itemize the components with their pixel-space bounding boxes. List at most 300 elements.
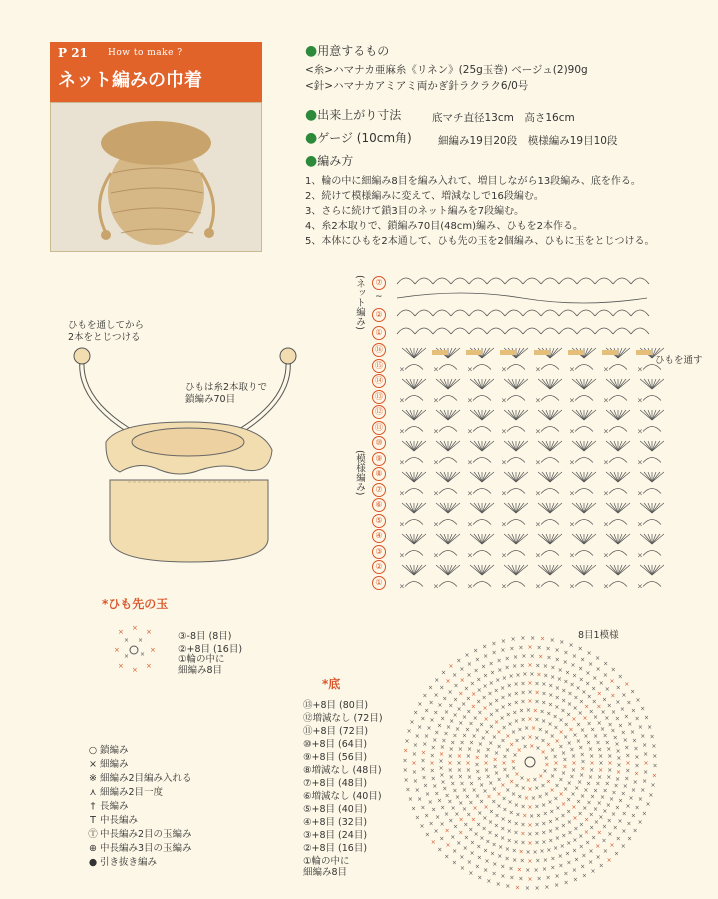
svg-text:×: × bbox=[496, 791, 502, 799]
svg-text:×: × bbox=[577, 645, 583, 653]
svg-text:×: × bbox=[437, 846, 443, 854]
svg-text:×: × bbox=[468, 826, 474, 834]
svg-text:×: × bbox=[505, 711, 511, 719]
svg-text:×: × bbox=[571, 803, 577, 811]
svg-text:×: × bbox=[489, 669, 496, 677]
svg-text:×: × bbox=[559, 842, 565, 850]
svg-text:×: × bbox=[511, 847, 517, 855]
svg-text:×: × bbox=[621, 691, 627, 699]
svg-text:×: × bbox=[452, 671, 458, 679]
symbol-legend bbox=[86, 742, 192, 868]
svg-text:×: × bbox=[445, 842, 451, 850]
svg-text:×: × bbox=[569, 458, 575, 467]
svg-text:×: × bbox=[436, 722, 442, 730]
svg-text:×: × bbox=[452, 823, 459, 831]
svg-text:×: × bbox=[507, 692, 513, 700]
svg-text:×: × bbox=[607, 760, 613, 767]
svg-text:×: × bbox=[486, 793, 492, 801]
svg-text:×: × bbox=[452, 696, 459, 704]
svg-text:×: × bbox=[525, 848, 531, 856]
svg-text:×: × bbox=[562, 763, 568, 771]
svg-text:×: × bbox=[461, 805, 467, 813]
svg-text:×: × bbox=[554, 872, 560, 880]
svg-text:×: × bbox=[575, 738, 581, 746]
svg-text:×: × bbox=[500, 863, 506, 871]
svg-text:×: × bbox=[420, 757, 426, 765]
svg-text:×: × bbox=[593, 732, 599, 740]
svg-text:×: × bbox=[476, 676, 482, 684]
svg-text:×: × bbox=[606, 773, 612, 781]
svg-text:×: × bbox=[527, 644, 533, 651]
svg-text:×: × bbox=[452, 787, 458, 795]
svg-text:×: × bbox=[432, 782, 438, 790]
svg-text:×: × bbox=[578, 821, 584, 829]
svg-text:×: × bbox=[426, 724, 432, 732]
svg-text:×: × bbox=[569, 489, 575, 498]
svg-text:×: × bbox=[596, 829, 602, 837]
svg-text:×: × bbox=[517, 726, 523, 734]
svg-text:×: × bbox=[602, 848, 608, 856]
svg-text:×: × bbox=[502, 766, 508, 774]
svg-text:×: × bbox=[629, 729, 635, 737]
svg-text:×: × bbox=[630, 688, 636, 696]
svg-text:×: × bbox=[482, 787, 488, 795]
method-step: 2、続けて模様編みに変えて、増減なしで16段編む。 bbox=[305, 191, 544, 202]
method-step: 1、輪の中に細編み8目を編み入れて、増目しながら13段編み、底を作る。 bbox=[305, 176, 641, 187]
svg-text:×: × bbox=[433, 489, 439, 498]
svg-text:×: × bbox=[627, 721, 633, 729]
svg-text:×: × bbox=[637, 582, 643, 591]
svg-text:×: × bbox=[553, 724, 559, 732]
row-number: ⑦ bbox=[372, 276, 386, 290]
svg-text:×: × bbox=[585, 839, 591, 847]
svg-text:×: × bbox=[491, 640, 497, 648]
svg-text:×: × bbox=[632, 779, 638, 787]
svg-text:×: × bbox=[535, 458, 541, 467]
svg-text:×: × bbox=[472, 714, 478, 722]
svg-text:×: × bbox=[520, 689, 526, 697]
bottom-row: ⑦+8目 (48目) bbox=[303, 778, 368, 789]
svg-text:×: × bbox=[420, 715, 426, 723]
svg-text:×: × bbox=[438, 765, 444, 773]
svg-text:×: × bbox=[550, 864, 556, 872]
svg-text:×: × bbox=[634, 753, 640, 761]
svg-text:×: × bbox=[598, 680, 604, 688]
svg-text:×: × bbox=[534, 680, 540, 688]
bottom-row: ⑤+8目 (40目) bbox=[303, 804, 368, 815]
svg-text:×: × bbox=[506, 837, 512, 845]
svg-text:×: × bbox=[550, 747, 556, 754]
svg-text:×: × bbox=[456, 752, 462, 760]
svg-text:×: × bbox=[456, 706, 462, 714]
row-number: ⑧ bbox=[372, 467, 386, 481]
svg-text:×: × bbox=[586, 739, 592, 747]
svg-text:×: × bbox=[582, 805, 588, 813]
svg-text:×: × bbox=[463, 834, 469, 842]
svg-text:×: × bbox=[586, 780, 592, 788]
svg-text:×: × bbox=[477, 741, 483, 749]
svg-text:×: × bbox=[606, 702, 612, 710]
svg-text:×: × bbox=[458, 829, 464, 837]
svg-text:×: × bbox=[482, 643, 488, 651]
svg-text:×: × bbox=[422, 692, 428, 700]
svg-text:×: × bbox=[504, 664, 510, 672]
svg-text:×: × bbox=[561, 832, 567, 840]
svg-text:×: × bbox=[114, 646, 120, 654]
svg-text:×: × bbox=[532, 776, 538, 784]
svg-text:×: × bbox=[507, 720, 513, 728]
svg-text:×: × bbox=[547, 827, 554, 835]
svg-text:×: × bbox=[476, 698, 482, 706]
svg-text:×: × bbox=[509, 741, 515, 749]
svg-text:×: × bbox=[468, 870, 474, 878]
svg-text:×: × bbox=[465, 695, 471, 703]
svg-text:×: × bbox=[558, 791, 564, 799]
svg-text:×: × bbox=[610, 727, 616, 735]
svg-text:×: × bbox=[150, 646, 156, 654]
svg-text:×: × bbox=[547, 818, 554, 826]
svg-text:×: × bbox=[569, 746, 575, 754]
svg-text:×: × bbox=[501, 365, 507, 374]
svg-text:×: × bbox=[558, 728, 564, 736]
svg-text:×: × bbox=[535, 551, 541, 560]
svg-text:×: × bbox=[589, 766, 595, 774]
svg-text:×: × bbox=[403, 747, 409, 755]
svg-text:×: × bbox=[621, 828, 627, 836]
svg-text:×: × bbox=[501, 427, 507, 436]
svg-text:×: × bbox=[487, 818, 493, 826]
bottom-row: ②+8目 (16目) bbox=[303, 843, 368, 854]
svg-text:×: × bbox=[472, 804, 478, 812]
svg-text:×: × bbox=[443, 708, 449, 716]
svg-text:×: × bbox=[575, 685, 581, 693]
svg-text:×: × bbox=[535, 489, 541, 498]
svg-text:×: × bbox=[570, 753, 576, 761]
svg-text:×: × bbox=[633, 770, 639, 778]
bag-illustration bbox=[60, 340, 300, 580]
svg-text:×: × bbox=[603, 458, 609, 467]
svg-text:×: × bbox=[596, 690, 602, 698]
svg-text:×: × bbox=[448, 746, 454, 754]
svg-text:×: × bbox=[541, 820, 547, 828]
svg-text:×: × bbox=[598, 813, 604, 821]
ball-row: ①輪の中に 細編み8目 bbox=[178, 654, 225, 676]
svg-text:×: × bbox=[620, 790, 626, 798]
svg-text:×: × bbox=[500, 737, 506, 745]
svg-text:×: × bbox=[643, 750, 649, 758]
svg-text:×: × bbox=[463, 685, 469, 693]
svg-text:×: × bbox=[545, 645, 551, 653]
svg-text:×: × bbox=[481, 694, 487, 702]
svg-text:×: × bbox=[516, 866, 522, 874]
svg-text:×: × bbox=[454, 810, 460, 818]
svg-text:×: × bbox=[634, 804, 640, 812]
svg-text:×: × bbox=[424, 831, 430, 839]
gauge-value: 細編み19目20段 模様編み19目10段 bbox=[438, 135, 618, 147]
svg-text:×: × bbox=[522, 671, 528, 679]
svg-text:×: × bbox=[628, 795, 634, 803]
product-photo bbox=[50, 102, 262, 252]
svg-text:×: × bbox=[506, 682, 512, 690]
svg-text:×: × bbox=[635, 696, 641, 704]
svg-text:×: × bbox=[578, 744, 584, 752]
svg-text:×: × bbox=[566, 859, 572, 867]
svg-text:×: × bbox=[439, 684, 445, 692]
svg-text:×: × bbox=[458, 720, 464, 727]
legend-item: Ⓣ 中長編み2目の玉編み bbox=[88, 829, 192, 840]
svg-text:×: × bbox=[642, 778, 648, 786]
svg-text:×: × bbox=[493, 687, 499, 695]
svg-text:×: × bbox=[595, 853, 601, 861]
svg-text:×: × bbox=[556, 675, 562, 683]
svg-text:×: × bbox=[547, 799, 553, 807]
svg-text:×: × bbox=[652, 752, 658, 760]
svg-text:×: × bbox=[637, 458, 643, 467]
svg-text:×: × bbox=[560, 812, 566, 820]
svg-text:×: × bbox=[492, 763, 498, 771]
svg-text:×: × bbox=[428, 699, 434, 707]
svg-text:×: × bbox=[484, 753, 490, 761]
svg-text:×: × bbox=[566, 819, 572, 827]
svg-text:×: × bbox=[500, 825, 506, 833]
svg-text:×: × bbox=[505, 732, 511, 740]
svg-text:×: × bbox=[554, 835, 560, 843]
svg-text:×: × bbox=[579, 751, 585, 759]
svg-text:×: × bbox=[520, 821, 526, 829]
svg-text:×: × bbox=[534, 698, 540, 706]
svg-text:×: × bbox=[514, 782, 520, 790]
svg-text:×: × bbox=[571, 716, 577, 724]
svg-text:×: × bbox=[634, 715, 640, 723]
svg-text:×: × bbox=[411, 750, 417, 758]
svg-text:×: × bbox=[552, 713, 558, 721]
svg-text:×: × bbox=[622, 737, 628, 745]
svg-text:×: × bbox=[542, 856, 548, 864]
svg-text:×: × bbox=[444, 792, 450, 800]
svg-text:×: × bbox=[501, 582, 507, 591]
svg-text:×: × bbox=[541, 718, 547, 726]
svg-text:×: × bbox=[569, 551, 575, 560]
svg-text:×: × bbox=[539, 635, 546, 643]
svg-text:×: × bbox=[414, 787, 420, 795]
svg-text:×: × bbox=[624, 775, 630, 783]
svg-text:×: × bbox=[500, 815, 506, 823]
svg-text:×: × bbox=[515, 671, 521, 679]
svg-text:×: × bbox=[424, 812, 430, 820]
svg-text:×: × bbox=[562, 658, 568, 666]
svg-text:×: × bbox=[540, 782, 546, 790]
svg-text:×: × bbox=[518, 707, 524, 715]
bottom-chart bbox=[400, 632, 660, 892]
svg-text:×: × bbox=[529, 671, 535, 679]
svg-text:×: × bbox=[518, 875, 524, 883]
svg-text:×: × bbox=[442, 695, 448, 703]
svg-text:×: × bbox=[481, 825, 487, 833]
svg-text:×: × bbox=[587, 773, 593, 781]
svg-text:×: × bbox=[543, 790, 549, 798]
svg-text:×: × bbox=[554, 684, 560, 692]
svg-text:×: × bbox=[407, 796, 413, 804]
svg-text:×: × bbox=[466, 672, 472, 680]
svg-text:×: × bbox=[578, 676, 584, 684]
svg-text:×: × bbox=[534, 839, 540, 847]
svg-text:×: × bbox=[554, 782, 560, 790]
legend-item: ⊕ 中長編み3目の玉編み bbox=[89, 843, 192, 854]
pattern-header bbox=[50, 42, 262, 102]
svg-text:×: × bbox=[618, 722, 624, 730]
svg-text:×: × bbox=[459, 739, 465, 747]
svg-text:×: × bbox=[612, 734, 618, 742]
svg-text:×: × bbox=[559, 639, 565, 647]
svg-text:×: × bbox=[527, 840, 533, 847]
svg-text:×: × bbox=[520, 635, 526, 643]
svg-text:×: × bbox=[538, 773, 544, 781]
svg-text:×: × bbox=[524, 794, 530, 802]
svg-text:×: × bbox=[530, 794, 536, 802]
row-number: ⑭ bbox=[372, 374, 386, 388]
svg-text:×: × bbox=[510, 758, 516, 766]
svg-text:×: × bbox=[595, 666, 601, 674]
svg-text:×: × bbox=[538, 653, 544, 661]
svg-text:×: × bbox=[637, 520, 643, 529]
svg-text:×: × bbox=[399, 551, 405, 560]
svg-text:×: × bbox=[566, 796, 572, 804]
how-to-label: How to make ? bbox=[108, 48, 183, 58]
svg-text:×: × bbox=[456, 657, 462, 665]
svg-text:×: × bbox=[554, 694, 560, 702]
svg-text:×: × bbox=[435, 813, 441, 821]
svg-text:×: × bbox=[509, 874, 515, 882]
svg-text:×: × bbox=[476, 843, 482, 851]
svg-text:×: × bbox=[470, 703, 476, 711]
svg-text:×: × bbox=[433, 396, 439, 405]
svg-text:×: × bbox=[140, 651, 146, 658]
row-number: ⑫ bbox=[372, 405, 386, 419]
svg-text:×: × bbox=[615, 775, 621, 783]
svg-text:×: × bbox=[554, 882, 560, 890]
svg-text:×: × bbox=[482, 683, 488, 691]
svg-text:×: × bbox=[590, 793, 596, 801]
svg-text:×: × bbox=[458, 800, 464, 807]
svg-text:×: × bbox=[406, 728, 412, 736]
svg-text:×: × bbox=[513, 801, 519, 809]
svg-text:×: × bbox=[541, 838, 547, 846]
svg-text:×: × bbox=[448, 663, 454, 671]
svg-text:×: × bbox=[417, 724, 423, 732]
row-number: ⑦ bbox=[372, 483, 386, 497]
svg-text:×: × bbox=[497, 666, 503, 674]
svg-text:×: × bbox=[402, 757, 408, 765]
svg-text:×: × bbox=[542, 810, 548, 818]
svg-text:×: × bbox=[581, 852, 587, 860]
svg-text:×: × bbox=[562, 756, 568, 764]
svg-text:×: × bbox=[602, 671, 608, 679]
svg-text:×: × bbox=[553, 845, 559, 853]
svg-text:×: × bbox=[570, 790, 576, 798]
svg-text:×: × bbox=[468, 799, 474, 807]
svg-text:×: × bbox=[505, 787, 511, 795]
svg-text:×: × bbox=[527, 804, 533, 811]
row-number: ⑯ bbox=[372, 343, 386, 357]
svg-text:×: × bbox=[404, 737, 410, 745]
svg-text:×: × bbox=[567, 829, 573, 837]
svg-text:×: × bbox=[563, 721, 569, 729]
svg-text:×: × bbox=[558, 716, 564, 724]
svg-text:×: × bbox=[467, 427, 473, 436]
svg-text:×: × bbox=[434, 790, 440, 798]
svg-text:×: × bbox=[563, 734, 569, 742]
svg-text:×: × bbox=[470, 816, 476, 824]
svg-text:×: × bbox=[578, 698, 584, 706]
svg-text:×: × bbox=[484, 766, 490, 774]
svg-text:×: × bbox=[450, 739, 456, 747]
svg-text:×: × bbox=[577, 778, 583, 786]
svg-text:×: × bbox=[507, 701, 513, 709]
svg-text:×: × bbox=[124, 653, 130, 660]
svg-text:×: × bbox=[553, 760, 559, 767]
svg-text:×: × bbox=[618, 797, 624, 805]
svg-text:×: × bbox=[477, 810, 483, 818]
svg-text:×: × bbox=[420, 804, 426, 812]
svg-text:×: × bbox=[495, 880, 501, 888]
svg-text:×: × bbox=[419, 823, 425, 831]
svg-text:×: × bbox=[496, 657, 502, 665]
svg-text:×: × bbox=[567, 690, 573, 698]
svg-text:×: × bbox=[606, 856, 612, 864]
svg-text:×: × bbox=[507, 818, 513, 826]
svg-text:×: × bbox=[583, 733, 589, 741]
svg-text:×: × bbox=[491, 870, 497, 878]
svg-text:×: × bbox=[647, 723, 653, 731]
svg-text:×: × bbox=[591, 685, 597, 693]
svg-text:×: × bbox=[605, 802, 611, 810]
svg-text:×: × bbox=[535, 520, 541, 529]
svg-text:×: × bbox=[513, 820, 519, 828]
svg-text:×: × bbox=[465, 760, 471, 767]
svg-text:×: × bbox=[591, 834, 597, 842]
svg-text:×: × bbox=[399, 520, 405, 529]
svg-text:×: × bbox=[606, 746, 612, 754]
svg-text:×: × bbox=[468, 780, 475, 788]
svg-text:×: × bbox=[603, 427, 609, 436]
svg-text:×: × bbox=[512, 709, 518, 717]
svg-text:×: × bbox=[535, 857, 541, 865]
svg-text:×: × bbox=[640, 705, 646, 713]
svg-text:×: × bbox=[448, 773, 454, 781]
svg-text:×: × bbox=[554, 656, 560, 664]
svg-text:×: × bbox=[456, 839, 462, 847]
svg-text:×: × bbox=[465, 753, 471, 761]
svg-text:×: × bbox=[550, 773, 556, 780]
svg-text:×: × bbox=[422, 782, 428, 790]
svg-text:×: × bbox=[520, 698, 526, 706]
svg-text:×: × bbox=[542, 663, 548, 671]
svg-text:×: × bbox=[590, 867, 596, 875]
svg-text:×: × bbox=[627, 835, 633, 843]
svg-text:×: × bbox=[424, 707, 430, 715]
svg-text:×: × bbox=[431, 806, 437, 814]
svg-text:×: × bbox=[438, 758, 444, 766]
svg-text:×: × bbox=[399, 396, 405, 405]
svg-text:×: × bbox=[527, 830, 533, 838]
svg-text:×: × bbox=[637, 427, 643, 436]
svg-text:×: × bbox=[501, 489, 507, 498]
svg-text:×: × bbox=[500, 684, 506, 692]
svg-text:×: × bbox=[527, 680, 533, 687]
svg-text:×: × bbox=[573, 825, 579, 833]
svg-text:×: × bbox=[584, 816, 590, 824]
svg-text:×: × bbox=[504, 773, 511, 780]
